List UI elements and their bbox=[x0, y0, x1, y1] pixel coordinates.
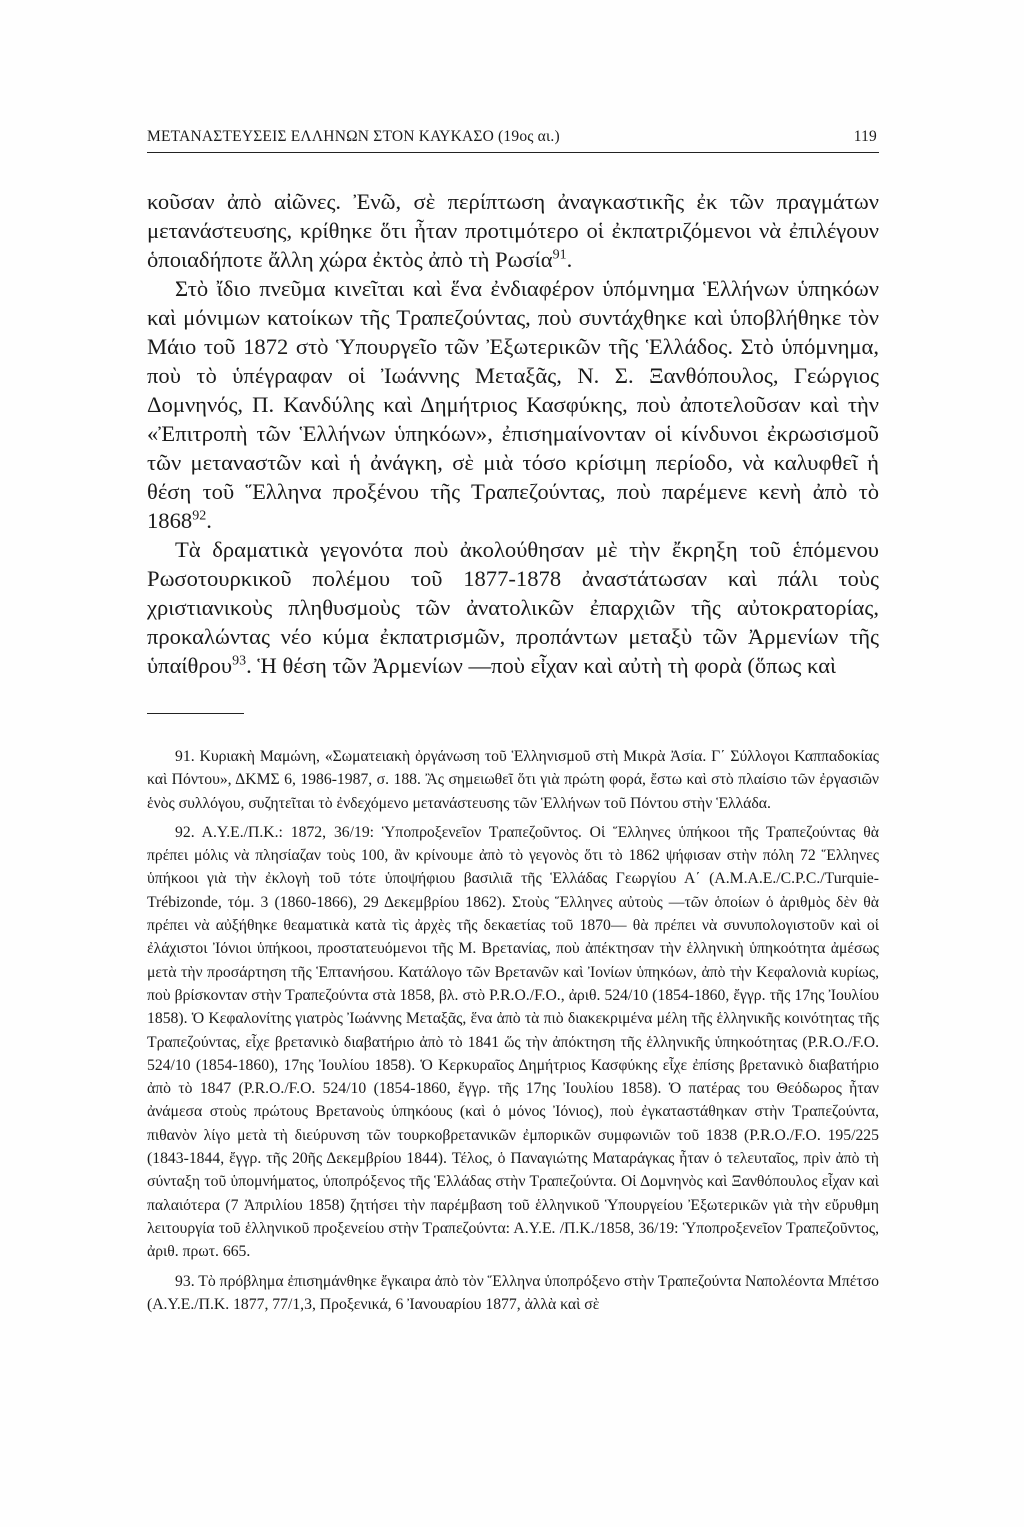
footnote-separator bbox=[147, 713, 244, 714]
running-title: ΜΕΤΑΝΑΣΤΕΥΣΕΙΣ ΕΛΛΗΝΩΝ ΣΤΟΝ ΚΑΥΚΑΣΟ (19ος αι.) bbox=[147, 128, 560, 145]
page-number: 119 bbox=[853, 128, 877, 145]
paragraph-2-end: . bbox=[206, 508, 212, 533]
paragraph-2 bbox=[147, 274, 879, 535]
footnote-ref-92: 92 bbox=[192, 508, 207, 524]
footnote-ref-93: 93 bbox=[232, 653, 247, 669]
paragraph-1 bbox=[147, 187, 879, 274]
paragraph-1-end: . bbox=[566, 247, 573, 272]
footnote-ref-91: 91 bbox=[552, 247, 567, 263]
footnote-93: 93. Τὸ πρόβλημα ἐπισημάνθηκε ἔγκαιρα ἀπὸ τὸν Ἕλληνα ὑποπρόξενο στὴν Τραπεζούντα Ναπολέοντα Μπέτσο (Α.Υ.Ε./Π.Κ. 1877, 77/1,3, Προξενικά, 6 Ἰανουαρίου 1877, ἀλλὰ καὶ σὲ bbox=[147, 1272, 879, 1313]
footnotes bbox=[147, 745, 879, 1316]
footnote-92: 92. Α.Υ.Ε./Π.Κ.: 1872, 36/19: Ὑποπροξενεῖον Τραπεζοῦντος. Οἱ Ἕλληνες ὑπήκοοι τῆς Τραπεζούντας θὰ πρέπει μόλις νὰ πλησίαζαν τοὺς 100, ἂν κρίνουμε ἀπὸ τὸ γεγονὸς ὅτι τὸ 1862 ψήφισαν στὴν πόλη 72 Ἕλληνες ὑπήκοοι γιὰ τὴν ἐκλογὴ τοῦ τότε ὑποψήφιου βασιλιᾶ τῆς Ἑλλάδας Γεωργίου Α΄ (Α.Μ.Α.Ε./C.P.C./Turquie-Trébizonde, τόμ. 3 (1860-1866), 29 Δεκεμβρίου 1862). Στοὺς Ἕλληνες αὐτοὺς —τῶν ὁποίων ὁ ἀριθμὸς δὲν θὰ πρέπει νὰ αὐξήθηκε θεαματικὰ κατὰ τὶς ἀρχὲς τῆς δεκαετίας τοῦ 1870— θὰ πρέπει νὰ συνυπολογιστοῦν καὶ οἱ ἐλάχιστοι Ἰόνιοι ὑπήκοοι, προστατευόμενοι τῆς Μ. Βρετανίας, ποὺ ἀπέκτησαν τὴν ἑλληνικὴ ὑπηκοότητα ἀμέσως μετὰ τὴν προσάρτηση τῆς Ἑπτανήσου. Κατάλογο τῶν Βρετανῶν καὶ Ἰονίων ὑπηκόων, ἀπὸ τὴν Κεφαλονιὰ κυρίως, ποὺ βρίσκονταν στὴν Τραπεζούντα στὰ 1858, βλ. στὸ P.R.O./F.O., ἀριθ. 524/10 (1854-1860, ἔγγρ. τῆς 17ης Ἰουλίου 1858). Ὁ Κεφαλονίτης γιατρὸς Ἰωάννης Μεταξᾶς, ἕνα ἀπὸ τὰ πιὸ διακεκριμένα μέλη τῆς ἑλληνικῆς κοινότητας τῆς Τραπεζούντας, εἶχε βρετανικὸ διαβατήριο ἀπὸ τὸ 1841 ὥς τὴν ἀπόκτηση τῆς ἑλληνικῆς ὑπηκοότητας (P.R.O./F.O. 524/10 (1854-1860), 17ης Ἰουλίου 1858). Ὁ Κερκυραῖος Δημήτριος Κασφύκης εἶχε ἐπίσης βρετανικὸ διαβατήριο ἀπὸ τὸ 1847 (P.R.O./F.O. 524/10 (1854-1860, ἔγγρ. τῆς 17ης Ἰουλίου 1858). Ὁ πατέρας του Θεόδωρος ἦταν ἀνάμεσα στοὺς πρώτους Βρετανοὺς ὑπηκόους (καὶ ὁ μόνος Ἰόνιος), ποὺ ἐγκαταστάθηκαν στὴν Τραπεζούντα, πιθανὸν λίγο μετὰ τὴ διεύρυνση τῶν τουρκοβρετανικῶν ἐμπορικῶν συμφωνιῶν τοῦ 1838 (P.R.O./F.O. 195/225 (1843-1844, ἔγγρ. τῆς 20ῆς Δεκεμβρίου 1844). Τέλος, ὁ Παναγιώτης Ματαράγκας ἦταν ὁ τελευταῖος, πρὶν ἀπὸ τὴ σύνταξη τοῦ ὑπομνήματος, ὑποπρόξενος τῆς Ἑλλάδας στὴν Τραπεζούντα. Οἱ Δομνηνὸς καὶ Ξανθόπουλος εἶχαν καὶ παλαιότερα (7 Ἀπριλίου 1858) ζητήσει τὴν παρέμβαση τοῦ ἑλληνικοῦ Ὑπουργείου Ἐξωτερικῶν γιὰ τὴν εὔρυθμη λειτουργία τοῦ ἑλληνικοῦ προξενείου στὴν Τραπεζούντα: Α.Υ.Ε. /Π.Κ./1858, 36/19: Ὑποπροξενεῖον Τραπεζοῦντος, ἀριθ. πρωτ. 665. bbox=[147, 823, 879, 1261]
running-header bbox=[147, 126, 879, 153]
footnote-91: 91. Κυριακὴ Μαμώνη, «Σωματειακὴ ὀργάνωση τοῦ Ἑλληνισμοῦ στὴ Μικρὰ Ἀσία. Γ΄ Σύλλογοι Καππαδοκίας καὶ Πόντου», ΔΚΜΣ 6, 1986-1987, σ. 188. Ἂς σημειωθεῖ ὅτι γιὰ πρώτη φορά, ἔστω καὶ στὸ πλαίσιο τῶν ἐργασιῶν ἑνὸς συλλόγου, συζητεῖται τὸ ἐνδεχόμενο μετανάστευσης τῶν Ἑλλήνων τοῦ Πόντου στὴν Ἑλλάδα. bbox=[147, 748, 879, 812]
paragraph-3-text: Τὰ δραματικὰ γεγονότα ποὺ ἀκολούθησαν μὲ τὴν ἔκρηξη τοῦ ἑπόμενου Ρωσοτουρκικοῦ πολέμου τοῦ 1877-1878 ἀναστάτωσαν καὶ πάλι τοὺς χριστιανικοὺς πληθυσμοὺς τῶν ἀνατολικῶν ἐπαρχιῶν τῆς αὐτοκρατορίας, προκαλώντας νέο κύμα ἐκπατρισμῶν, προπάντων μεταξὺ τῶν Ἀρμενίων τῆς ὑπαίθρου bbox=[147, 537, 879, 678]
paragraph-3 bbox=[147, 535, 879, 680]
paragraph-1-text: κοῦσαν ἀπὸ αἰῶνες. Ἐνῶ, σὲ περίπτωση ἀναγκαστικῆς ἐκ τῶν πραγμάτων μετανάστευσης, κρίθηκε ὅτι ἦταν προτιμότερο οἱ ἐκπατριζόμενοι νὰ ἐπιλέγουν ὁποιαδήποτε ἄλλη χώρα ἐκτὸς ἀπὸ τὴ Ρωσία bbox=[147, 189, 879, 272]
paragraph-3-end: . Ἡ θέση τῶν Ἀρμενίων —ποὺ εἶχαν καὶ αὐτὴ τὴ φορὰ (ὅπως καὶ bbox=[246, 653, 837, 678]
paragraph-2-text: Στὸ ἴδιο πνεῦμα κινεῖται καὶ ἕνα ἐνδιαφέρον ὑπόμνημα Ἑλλήνων ὑπηκόων καὶ μόνιμων κατοίκων τῆς Τραπεζούντας, ποὺ συντάχθηκε καὶ ὑποβλήθηκε τὸν Μάιο τοῦ 1872 στὸ Ὑπουργεῖο τῶν Ἐξωτερικῶν τῆς Ἑλλάδος. Στὸ ὑπόμνημα, ποὺ τὸ ὑπέγραφαν οἱ Ἰωάννης Μεταξᾶς, Ν. Σ. Ξανθόπουλος, Γεώργιος Δομνηνός, Π. Κανδύλης καὶ Δημήτριος Κασφύκης, ποὺ ἀποτελοῦσαν καὶ τὴν «Ἐπιτροπὴ τῶν Ἑλλήνων ὑπηκόων», ἐπισημαίνονταν οἱ κίνδυνοι ἐκρωσισμοῦ τῶν μεταναστῶν καὶ ἡ ἀνάγκη, σὲ μιὰ τόσο κρίσιμη περίοδο, νὰ καλυφθεῖ ἡ θέση τοῦ Ἕλληνα προξένου τῆς Τραπεζούντας, ποὺ παρέμενε κενὴ ἀπὸ τὸ 1868 bbox=[147, 276, 879, 533]
main-text bbox=[147, 187, 879, 680]
